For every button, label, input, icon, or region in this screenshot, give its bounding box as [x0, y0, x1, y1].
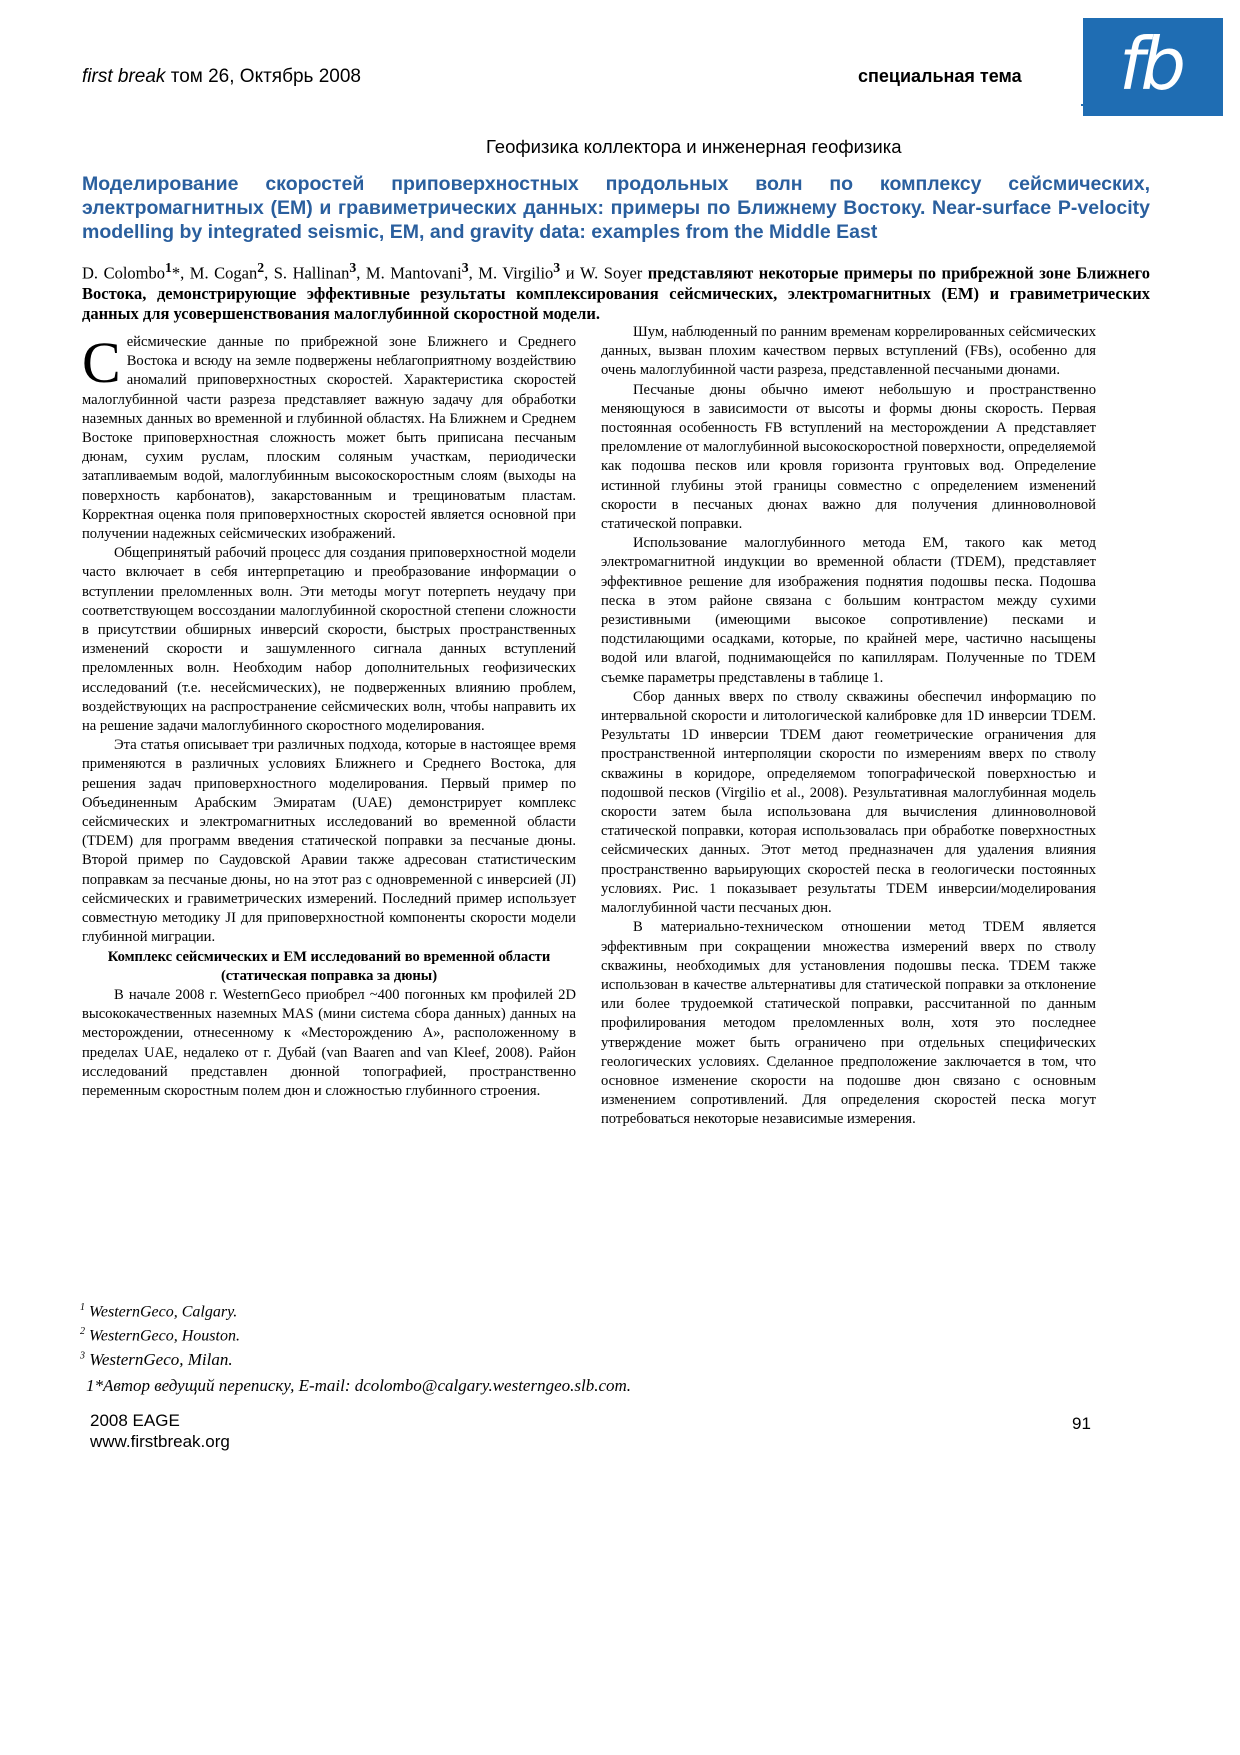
contact-footnote: 1*Автор ведущий переписку, E-mail: dcolombo@calgary.westerngeo.slb.com.	[86, 1376, 632, 1395]
paragraph: Эта статья описывает три различных подхода, которые в настоящее время применяются в различных условиях Ближнего и Среднего Востока, для решения задач приповерхностного моделирования. Первый пример по Объединенным Арабским Эмиратам (UAE) демонстрирует комплекс сейсмических и электромагнитных исследований во временной области (TDEM) для программ введения статической поправки за песчаные дюны. Второй пример по Саудовской Аравии также адресован статистическим поправкам за песчаные дюны, но на этот раз с одновременной с инверсией (JI) сейсмических и гравиметрических измерений. Последний пример использует совместную методику JI для приповерхностной компоненты скорости модели глубинной миграции.	[82, 737, 576, 946]
footnote-number: 3	[80, 1350, 85, 1362]
journal-name: first break	[82, 66, 166, 87]
section-heading: Комплекс сейсмических и ЕМ исследований во временной области (статическая поправка за дюны)	[107, 948, 551, 984]
paragraph: Песчаные дюны обычно имеют небольшую и пространственно меняющуюся в зависимости от высоты и формы дюны скорость. Первая постоянная особенность FB вступлений на месторождении А представляет преломление от малоглубинной высокоскоростной поверхности, определяемой как подошва песков или кровля горизонта грунтовых вод. Определение истинной глубины этой границы совместно с определением изменений скорости в песчаных дюнах важно для получения длинноволновой статической поправки.	[601, 381, 1096, 533]
footnote-text: WesternGeco, Houston.	[89, 1327, 240, 1345]
author-3-sup: 3	[349, 260, 357, 275]
journal-header	[82, 66, 361, 88]
article-title: Моделирование скоростей приповерхностных продольных волн по комплексу сейсмических, электромагнитных (ЕМ) и гравиметрических данных: примеры по Ближнему Востоку. Near-surface P-velocity modelling by integrated seismic, EM, and gravity data: examples from the Middle East	[82, 173, 1150, 243]
subject-line: Геофизика коллектора и инженерная геофизика	[486, 136, 902, 157]
author-1-sup: 1	[165, 260, 172, 275]
footnote-1	[80, 1302, 237, 1321]
footnote-number: 2	[80, 1326, 85, 1337]
paragraph: В начале 2008 г. WesternGeco приобрел ~400 погонных км профилей 2D высококачественных наземных MAS (мини система сбора данных) данных на месторождении, отнесенному к «Месторождению А», расположенному в пределах UAE, недалеко от г. Дубай (van Baaren and van Kleef, 2008). Район исследований представлен дюнной топографией, пространственно переменным скоростным полем дюн и сложностью глубинного строения.	[82, 986, 576, 1099]
footnote-3	[80, 1350, 233, 1370]
journal-issue: том 26, Октябрь 2008	[165, 66, 361, 87]
paragraph: Использование малоглубинного метода ЕМ, такого как метод электромагнитной индукции во временной области (TDEM), представляет эффективное решение для изображения поднятия подошвы песка. Подошва песка в этом районе связана с большим контрастом между сухими резистивными (имеющими высокое сопротивление) песками и подстилающими осадками, которые, по крайней мере, частично насыщены водой или влагой, поднимающейся по капиллярам. Полученные по TDEM съемке параметры представлены в таблице 1.	[601, 535, 1096, 686]
footnote-text: WesternGeco, Calgary.	[89, 1303, 238, 1321]
author-3: , S. Hallinan	[264, 263, 350, 283]
paragraph: Шум, наблюденный по ранним временам коррелированных сейсмических данных, вызван плохим качеством первых вступлений (FBs), особенно для очень малоглубинной части разреза, представленной песчаными дюнами.	[601, 324, 1096, 379]
footer-block	[90, 1410, 230, 1452]
paragraph: В материально-техническом отношении метод TDEM является эффективным при сокращении множества измерений вверх по стволу скважины, необходимых для установления подошвы песка. TDEM также использован в качестве альтернативы для статической поправки за отклонение или более трудоемкой статической поправки, рассчитанной по данным профилирования методом преломленных волн, хотя это последнее утверждение может быть ограничено при отдельных специфических геологических условиях. Сделанное предположение заключается в том, что основное изменение скорости на подошве дюн связано с основным изменением сопротивлений. Для определения скоростей песка могут потребоваться некоторые независимые измерения.	[601, 919, 1096, 1128]
left-column	[82, 330, 576, 1101]
paragraph: Общепринятый рабочий процесс для создания приповерхностной модели часто включает в себя интерпретацию и преобразование информации о вступлении преломленных волн. Эти методы могут потерпеть неудачу при соответствующем воссоздании малоглубинной скоростной степени сложности в присутствии обширных инверсий скорости, быстрых пространственных изменений скорости и зашумленного сигнала данных вступлений преломленных волн. Необходим набор дополнительных геофизических исследований (т.е. несейсмических), не подверженных влиянию проблем, воздействующих на распространение сейсмических волн, чтобы направить их на решение задачи малоглубинного скоростного моделирования.	[82, 545, 576, 735]
author-5-sup: 3	[553, 260, 561, 275]
paragraph: Сбор данных вверх по стволу скважины обеспечил информацию по интервальной скорости и литологической калибровке для 1D инверсии TDEM. Результаты 1D инверсии TDEM дают геометрические ограничения для пространственной интерполяции скорости по измерениям вверх по стволу скважины в коридоре, определяемом топографической поверхностью и подошвой песков (Virgilio et al., 2008). Результативная малоглубинная модель скорости затем была использована для вычисления длинноволновой статической поправки, которая использовалась при обработке поверхностных сейсмических данных. Этот метод предназначен для удаления влияния пространственно варьирующих скоростей песка в геологически постоянных условиях. Рис. 1 показывает результаты TDEM инверсии/моделирования малоглубинной части песчаных дюн.	[601, 688, 1096, 917]
author-4-sup: 3	[461, 260, 469, 275]
paragraph: ейсмические данные по прибрежной зоне Ближнего и Среднего Востока и всюду на земле подвержены неблагоприятному воздействию аномалий приповерхностных скоростей. Характеристика скоростей малоглубинной части разреза представляет важную задачу для обработки наземных данных во временной и глубинной областях. На Ближнем и Среднем Востоке приповерхностная сложность может быть приписана песчаным дюнам, сухим руслам, плоским соляным участкам, периодически затапливаемым водой, малоглубинным высокоскоростным слоям (выходы на поверхность карбонатов), закарстованным и трещиноватым пластам. Корректная оценка поля приповерхностных скоростей является основной при получении надежных сейсмических изображений.	[82, 334, 576, 543]
footnote-text: WesternGeco, Milan.	[89, 1350, 233, 1369]
fb-logo	[1083, 18, 1223, 116]
footnote-2	[80, 1326, 240, 1345]
website-link[interactable]: www.firstbreak.org	[90, 1432, 230, 1451]
author-4: , M. Mantovani	[356, 263, 462, 283]
fb-logo-text: fb	[1119, 22, 1183, 106]
author-6: и W. Soyer	[560, 263, 643, 283]
right-column	[601, 323, 1096, 1130]
author-2-sup: 2	[257, 260, 265, 275]
author-2: *, M. Cogan	[171, 263, 258, 283]
footnote-number: 1	[80, 1302, 85, 1313]
lead-text: представляют некоторые примеры по прибрежной зоне Ближнего Востока, демонстрирующие эффективные результаты комплексирования сейсмических, электромагнитных (ЕМ) и гравиметрических данных для усовершенствования малоглубинной скоростной модели.	[82, 263, 1150, 323]
author-1: D. Colombo	[82, 263, 165, 283]
publisher: 2008 EAGE	[90, 1411, 180, 1430]
section-label: специальная тема	[858, 66, 1022, 86]
authors-line	[82, 258, 1150, 324]
drop-cap: С	[82, 330, 121, 395]
author-5: , M. Virgilio	[468, 263, 554, 283]
page-number: 91	[1072, 1414, 1091, 1433]
